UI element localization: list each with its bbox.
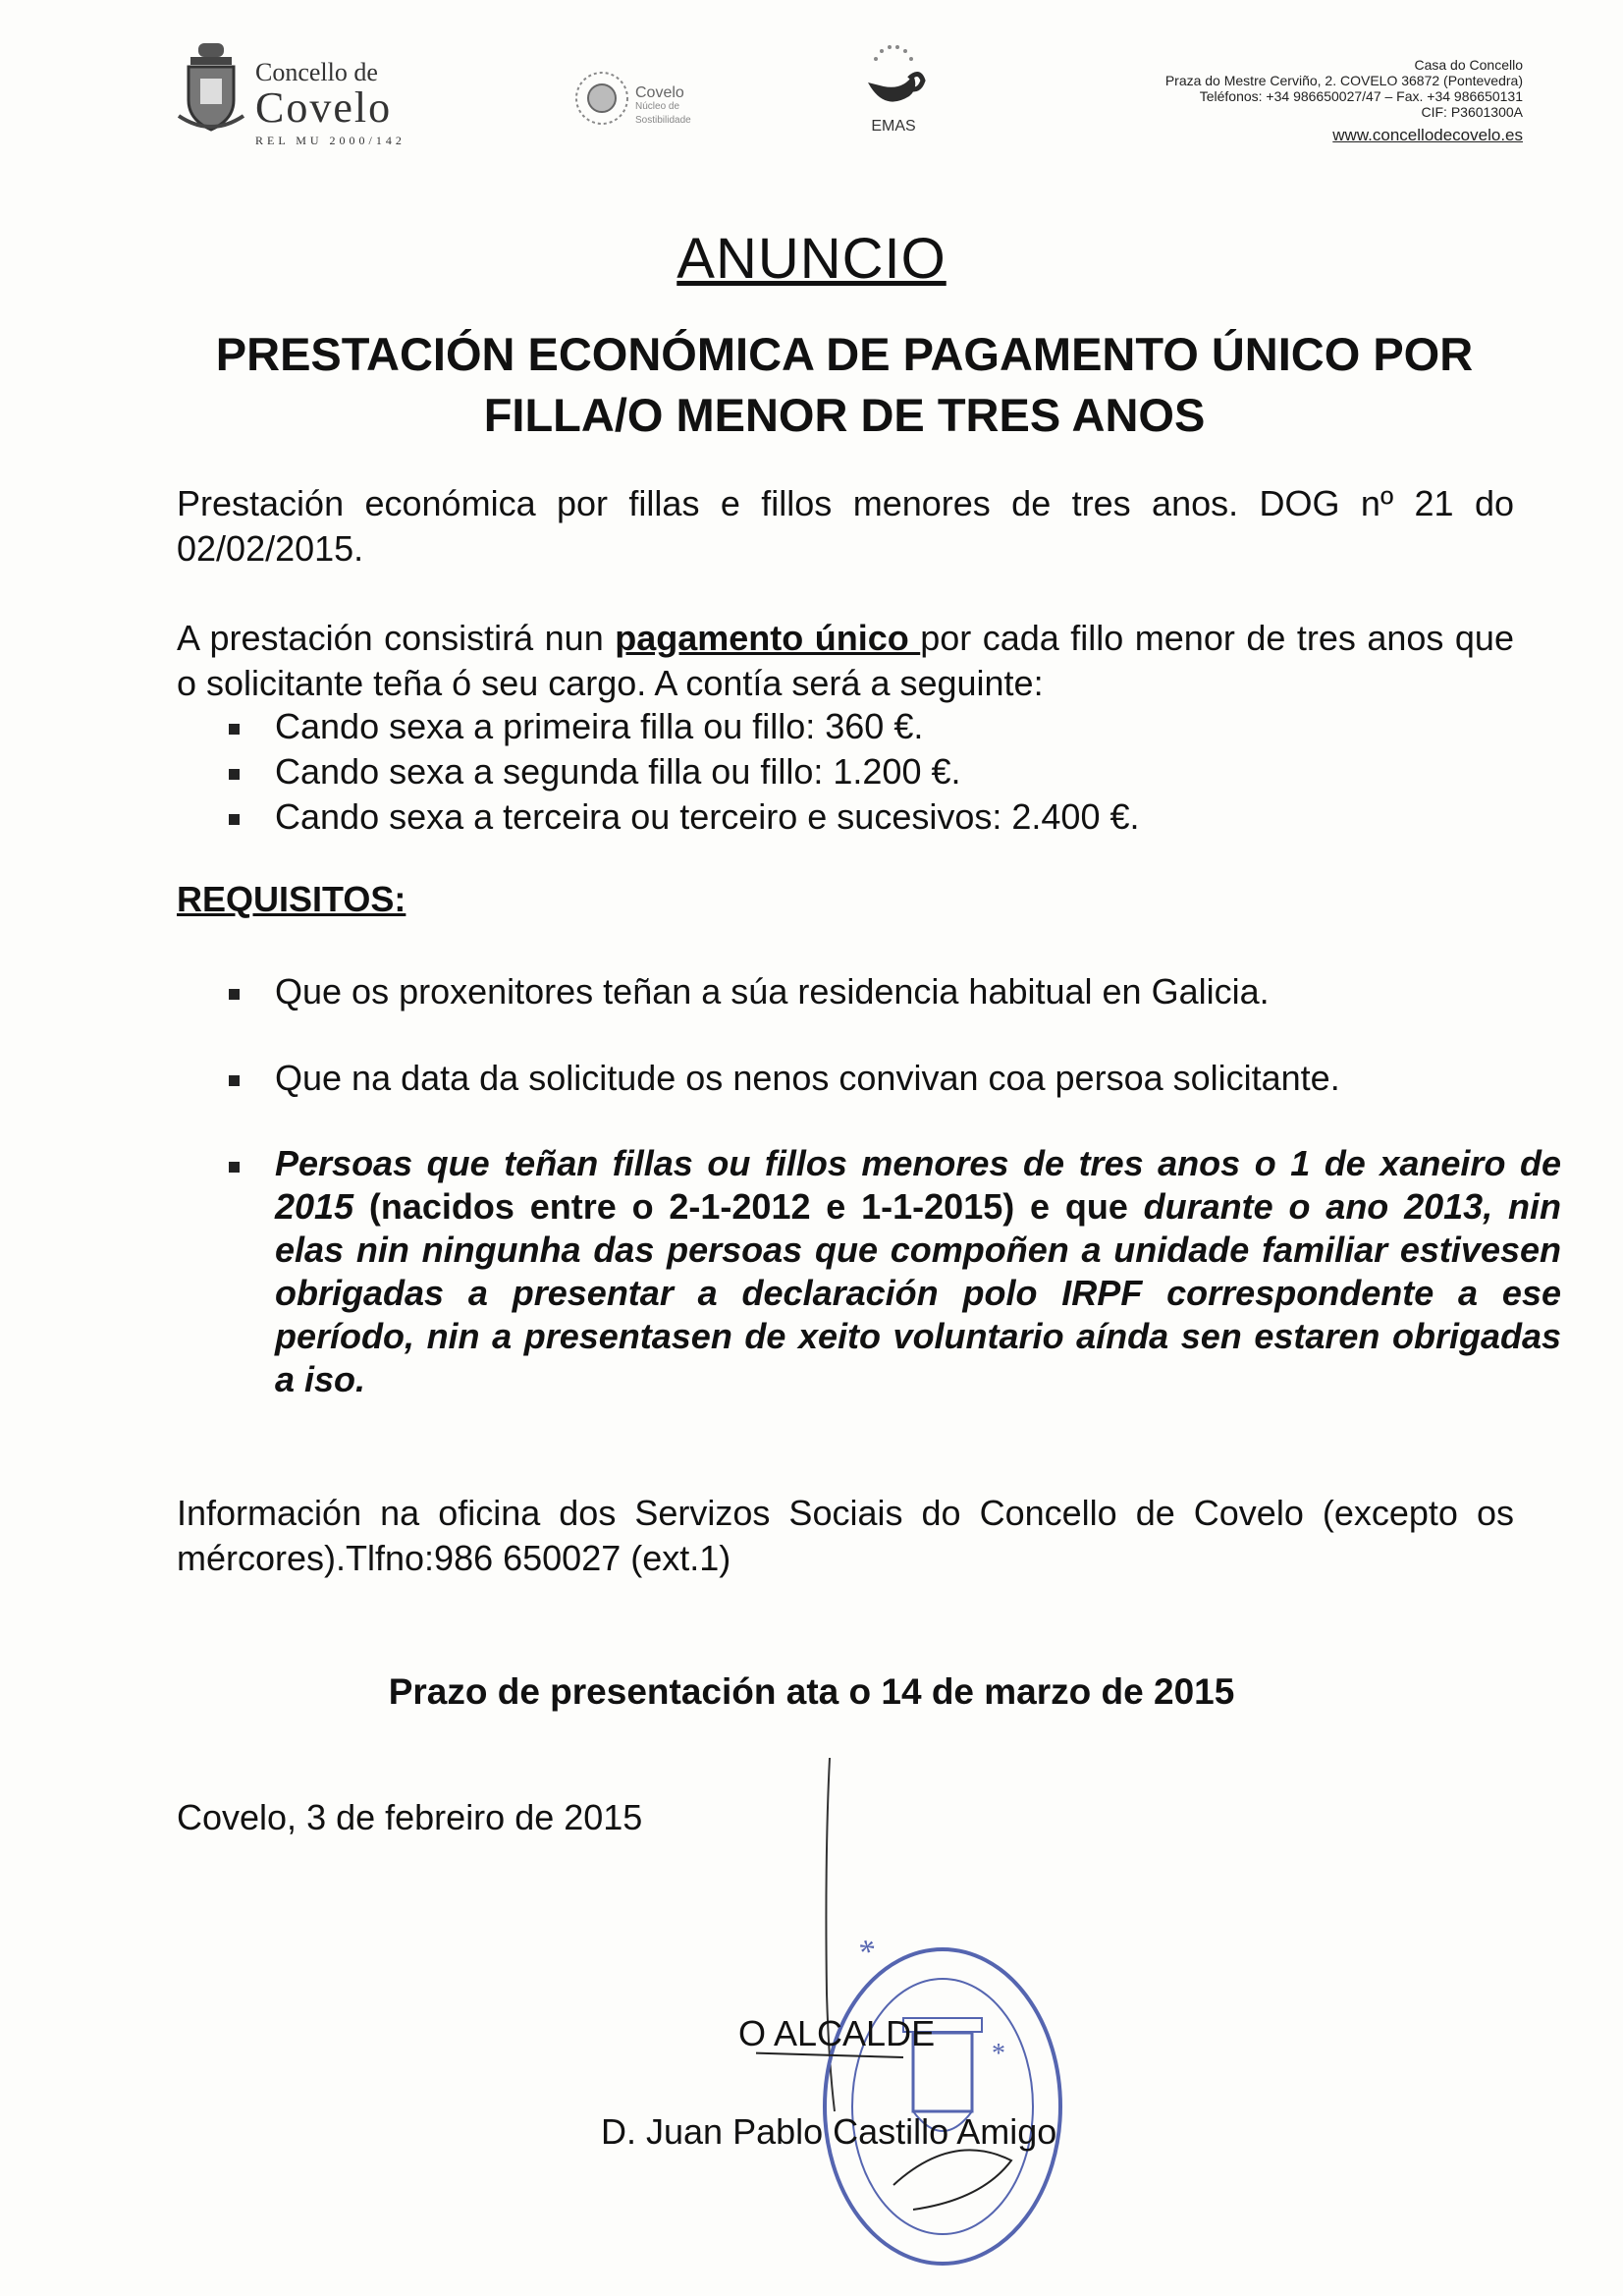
- subtitle-line-2: FILLA/O MENOR DE TRES ANOS: [483, 389, 1206, 441]
- seal-subtitle-1: Núcleo de: [635, 101, 680, 112]
- municipality-name: Covelo: [255, 83, 393, 132]
- website-link[interactable]: www.concellodecovelo.es: [1332, 126, 1523, 144]
- requirement-residence: Que os proxenitores teñan a súa residencia habitual en Galicia.: [226, 969, 1561, 1014]
- requirement-irpf-part3: durante o ano 2013, nin elas nin ningunha das persoas que compoñen a unidade familiar estivesen obrigadas a presentar a declaración polo IRPF correspondente a ese período, nin a presentasen de xeito voluntario aínda sen estaren obrigadas a iso.: [275, 1186, 1561, 1399]
- municipality-name-line1: Concello de: [255, 58, 378, 86]
- place-date: Covelo, 3 de febreiro de 2015: [177, 1797, 643, 1837]
- requirement-irpf-part2: (nacidos entre o 2-1-2012 e 1-1-2015) e que: [353, 1186, 1144, 1227]
- page-title: ANUNCIO: [676, 227, 947, 291]
- requirement-irpf-part1: Persoas que teñan fillas ou fillos menores de tres anos o 1 de xaneiro de 2015: [275, 1143, 1561, 1227]
- requirements-heading: REQUISITOS:: [177, 879, 406, 919]
- bullet-icon: [229, 989, 240, 1000]
- payment-paragraph: [177, 616, 1514, 706]
- list-item: Cando sexa a segunda filla ou fillo: 1.200 €.: [226, 749, 1502, 794]
- municipality-logo: [177, 39, 432, 147]
- payment-text-after: por cada fillo menor de tres anos que o solicitante teña ó seu cargo. A contía será a seguinte:: [177, 618, 1514, 703]
- intro-paragraph: Prestación económica por fillas e fillos menores de tres anos. DOG nº 21 do 02/02/2015.: [177, 483, 1514, 569]
- bullet-icon: [229, 1075, 240, 1086]
- municipality-registry: REL MU 2000/142: [255, 134, 406, 147]
- address-line-3: Teléfonos: +34 986650027/47 – Fax. +34 986650131: [1199, 88, 1523, 104]
- bullet-icon: [229, 724, 240, 735]
- page-subtitle: [157, 324, 1532, 446]
- bullet-icon: [229, 769, 240, 780]
- sustainability-seal: [574, 59, 741, 147]
- bullet-icon: [229, 1162, 240, 1173]
- requirement-irpf: [226, 1142, 1561, 1401]
- payment-emphasis: pagamento único: [615, 618, 921, 658]
- list-item: Cando sexa a terceira ou terceiro e sucesivos: 2.400 €.: [226, 794, 1502, 840]
- info-paragraph: Información na oficina dos Servizos Sociais do Concello de Covelo (excepto os mércores).Tlfno:986 650027 (ext.1): [177, 1493, 1514, 1578]
- list-item: Cando sexa a primeira filla ou fillo: 360 €.: [226, 704, 1502, 749]
- seal-icon: [574, 59, 629, 137]
- address-block: [1165, 57, 1523, 143]
- emas-icon: [854, 39, 933, 118]
- office-title: O ALCALDE: [738, 2013, 936, 2053]
- payment-text-before: A prestación consistirá nun: [177, 618, 616, 658]
- bullet-icon: [229, 814, 240, 825]
- emas-label: EMAS: [871, 118, 916, 135]
- requirement-cohabitation: Que na data da solicitude os nenos convivan coa persoa solicitante.: [226, 1056, 1561, 1101]
- emas-logo: [854, 39, 933, 137]
- svg-text:*: *: [992, 2039, 1005, 2069]
- coat-of-arms-icon: [177, 39, 245, 137]
- address-line-4: CIF: P3601300A: [1421, 104, 1523, 120]
- seal-subtitle-2: Sostibilidade: [635, 115, 691, 126]
- subtitle-line-1: PRESTACIÓN ECONÓMICA DE PAGAMENTO ÚNICO POR: [215, 328, 1474, 380]
- address-line-2: Praza do Mestre Cerviño, 2. COVELO 36872 (Pontevedra): [1164, 73, 1523, 88]
- seal-title: Covelo: [635, 84, 684, 101]
- amounts-list: [226, 704, 1502, 840]
- svg-text:*: *: [855, 1932, 883, 1972]
- signer-name: D. Juan Pablo Castillo Amigo: [601, 2111, 1057, 2152]
- address-line-1: Casa do Concello: [1414, 57, 1523, 73]
- deadline-text: Prazo de presentación ata o 14 de marzo de 2015: [388, 1671, 1235, 1712]
